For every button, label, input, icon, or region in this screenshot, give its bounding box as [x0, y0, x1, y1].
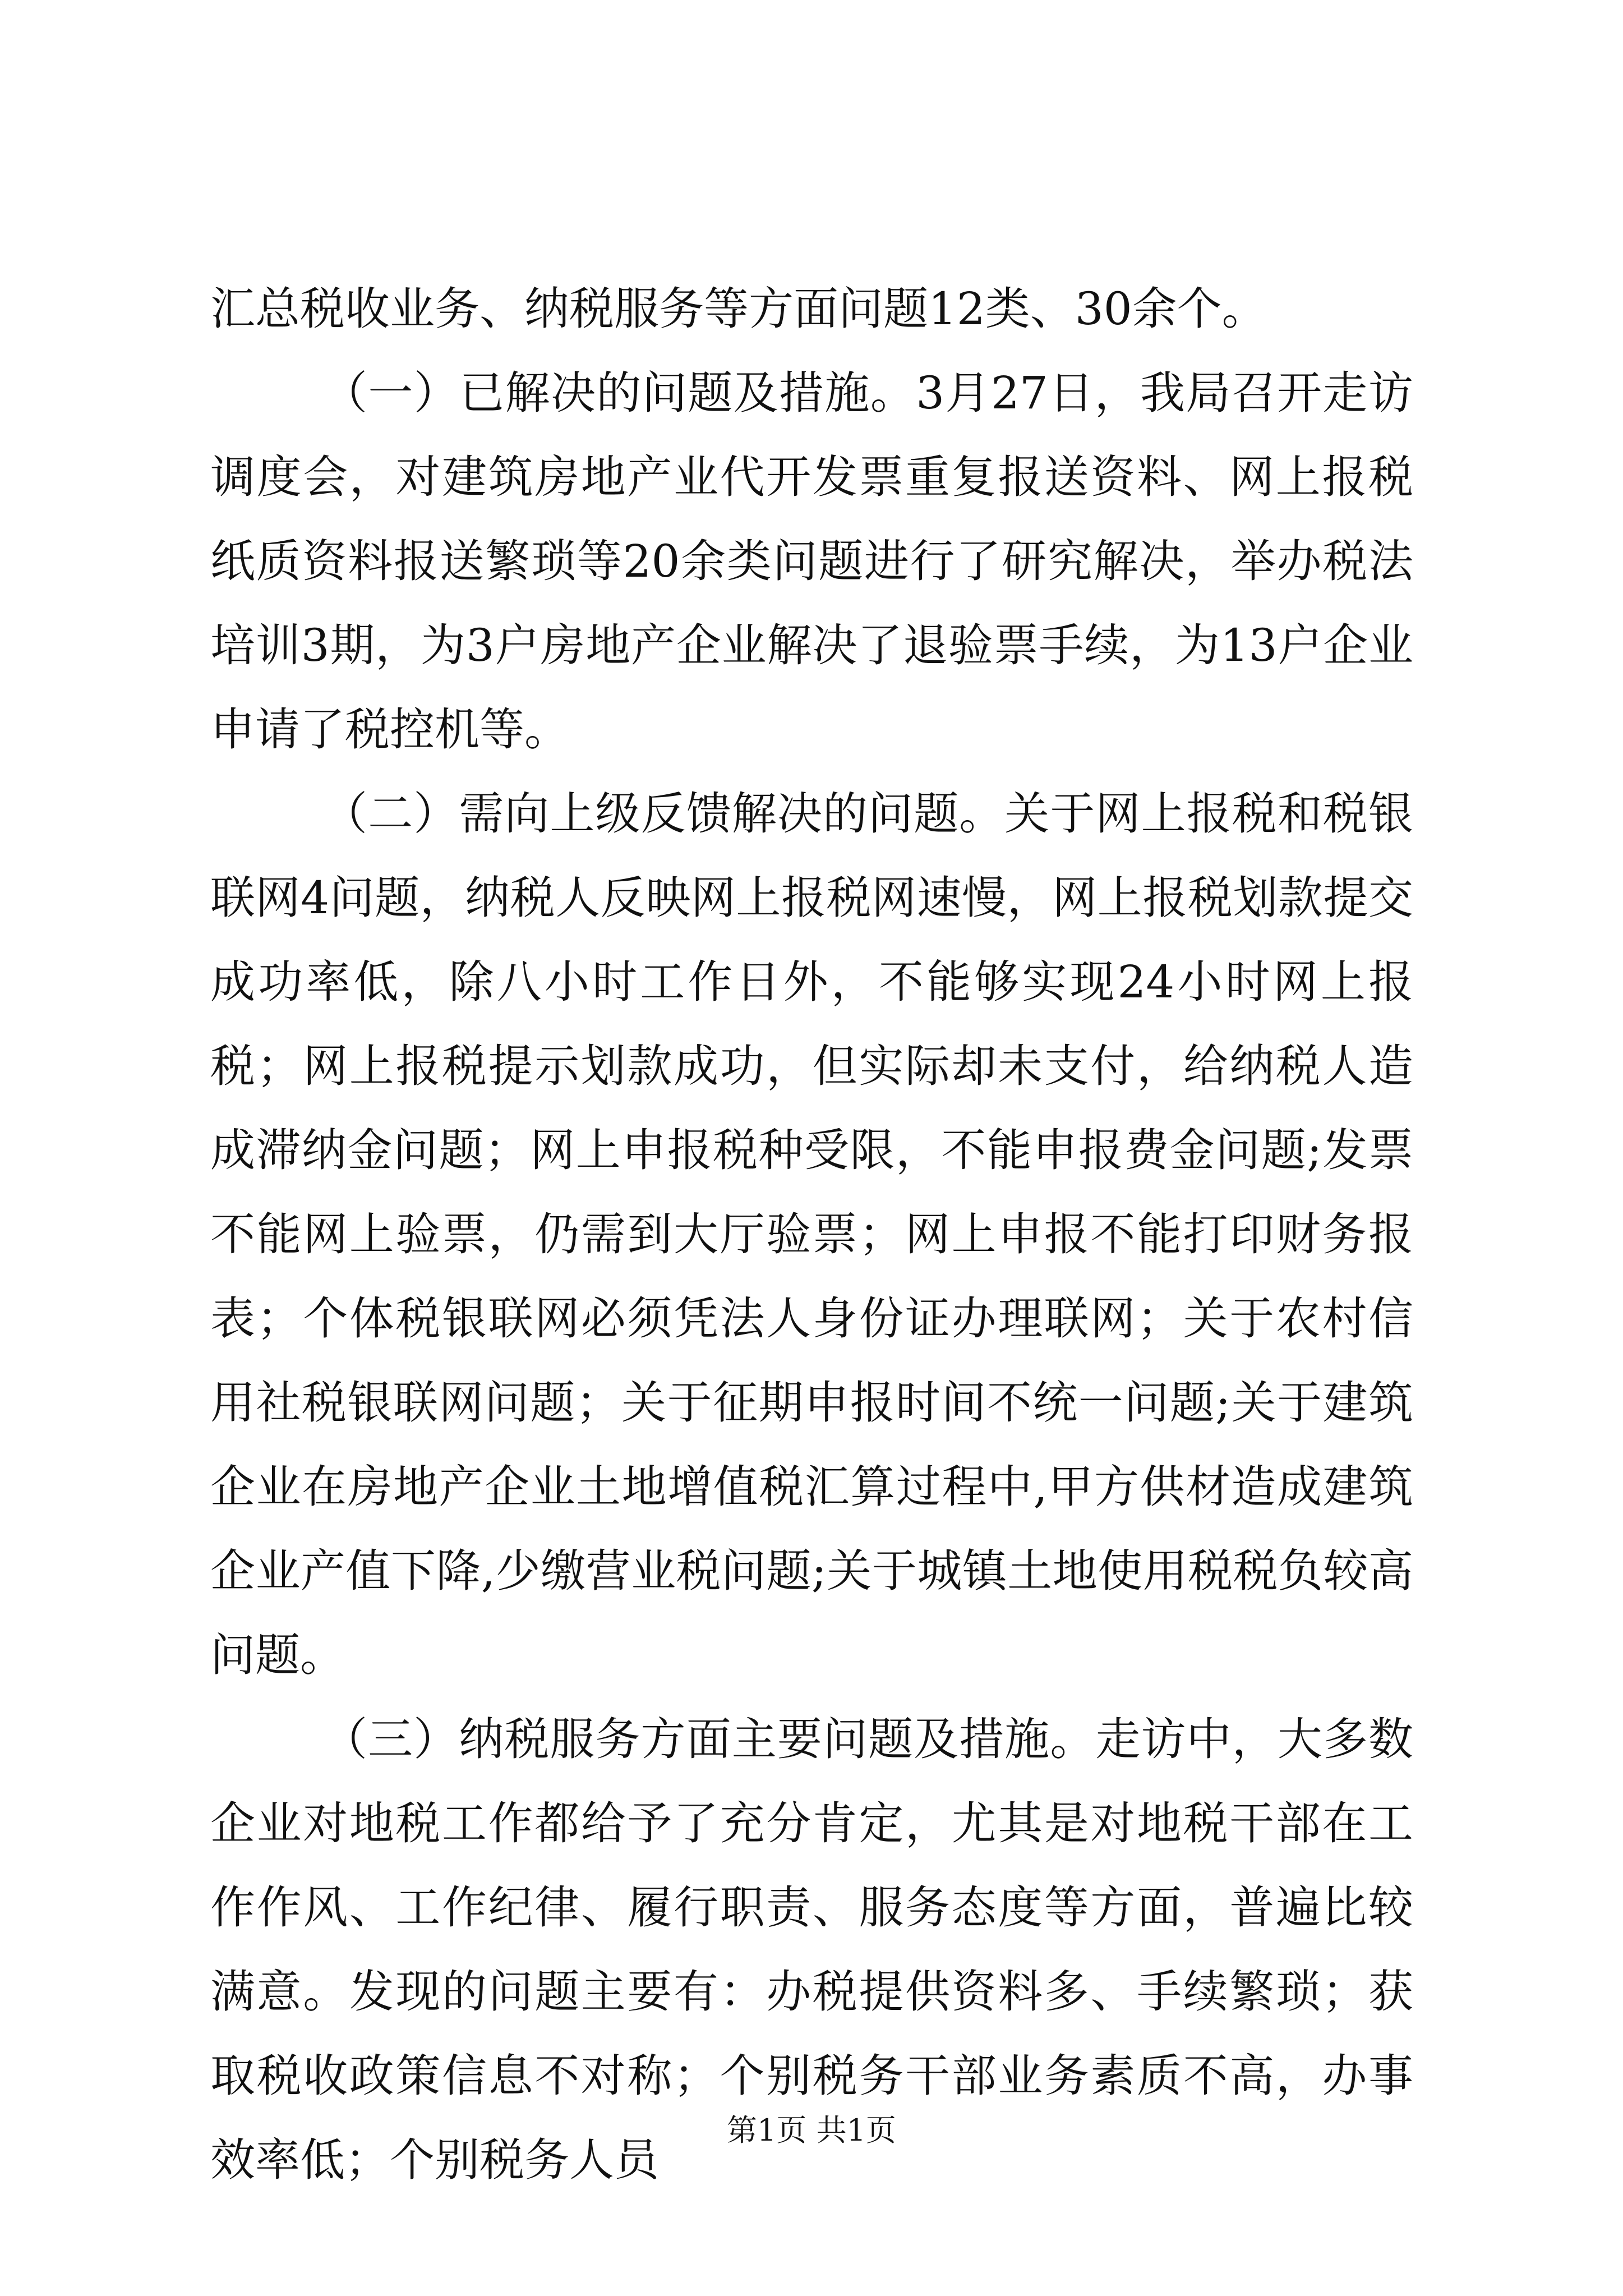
- paragraph-service-issues: （三）纳税服务方面主要问题及措施。走访中，大多数企业对地税工作都给予了充分肯定，尤其是对地税干部在工作作风、工作纪律、履行职责、服务态度等方面，普遍比较满意。发现的问题主要有：办税提供资料多、手续繁琐；获取税收政策信息不对称；个别税务干部业务素质不高，办事效率低；个别税务人员: [210, 1713, 1413, 2186]
- paragraph-resolved-issues: （一）已解决的问题及措施。3月27日，我局召开走访调度会，对建筑房地产业代开发票重复报送资料、网上报税纸质资料报送繁琐等20余类问题进行了研究解决，举办税法培训3期，为3户房地产企业解决了退验票手续，为13户企业申请了税控机等。: [210, 367, 1413, 756]
- paragraph-feedback-issues: （二）需向上级反馈解决的问题。关于网上报税和税银联网4问题，纳税人反映网上报税网速慢，网上报税划款提交成功率低，除八小时工作日外，不能够实现24小时网上报税；网上报税提示划款成功，但实际却未支付，给纳税人造成滞纳金问题；网上申报税种受限，不能申报费金问题;发票不能网上验票，仍需到大厅验票；网上申报不能打印财务报表；个体税银联网必须凭法人身份证办理联网；关于农村信用社税银联网问题；关于征期申报时间不统一问题;关于建筑企业在房地产企业土地增值税汇算过程中,甲方供材造成建筑企业产值下降,少缴营业税问题;关于城镇土地使用税税负较高问题。: [210, 788, 1413, 1681]
- page-footer: 第1页 共1页: [727, 2113, 896, 2148]
- document-body: [210, 267, 1413, 2202]
- paragraph-continuation: 汇总税收业务、纳税服务等方面问题12类、30余个。: [210, 283, 1267, 335]
